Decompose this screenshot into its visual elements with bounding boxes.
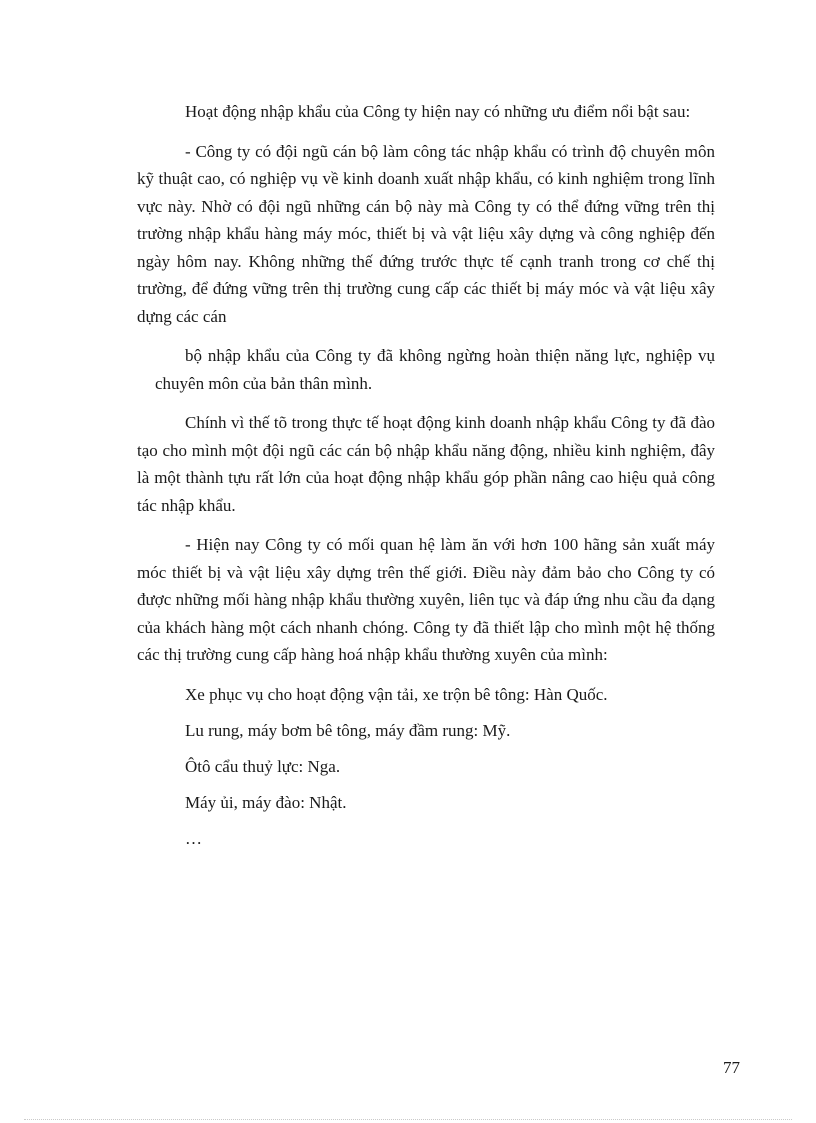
page-body xyxy=(137,98,715,861)
list-item: Ôtô cẩu thuỷ lực: Nga. xyxy=(185,756,341,776)
list-item: Máy ủi, máy đào: Nhật. xyxy=(185,792,347,812)
paragraph-staff-continued: bộ nhập khẩu của Công ty đã không ngừng hoàn thiện năng lực, nghiệp vụ chuyên môn của bản thân mình. xyxy=(155,346,715,393)
list-item: Xe phục vụ cho hoạt động vận tải, xe trộn bê tông: Hàn Quốc. xyxy=(185,684,608,704)
paragraph-intro: Hoạt động nhập khẩu của Công ty hiện nay có những ưu điểm nổi bật sau: xyxy=(185,102,691,121)
footer-divider xyxy=(24,1119,792,1120)
list-item-ellipsis: … xyxy=(185,828,202,848)
paragraph-training: Chính vì thế tõ trong thực tế hoạt động kinh doanh nhập khẩu Công ty đã đào tạo cho mình một đội ngũ các cán bộ nhập khẩu năng động, nhiều kinh nghiệm, đây là một thành tựu rất lớn của hoạt động nhập khẩu góp phần nâng cao hiệu quả công tác nhập khẩu. xyxy=(137,413,715,515)
page-number: 77 xyxy=(723,1058,740,1077)
list-item: Lu rung, máy bơm bê tông, máy đầm rung: Mỹ. xyxy=(185,720,511,740)
paragraph-partners: - Hiện nay Công ty có mối quan hệ làm ăn với hơn 100 hãng sản xuất máy móc thiết bị và vật liệu xây dựng trên thế giới. Điều này đảm bảo cho Công ty có được những mối hàng nhập khẩu thường xuyên, liên tục và đáp ứng nhu cầu đa dạng của khách hàng một cách nhanh chóng. Công ty đã thiết lập cho mình một hệ thống các thị trường cung cấp hàng hoá nhập khẩu thường xuyên của mình: xyxy=(137,535,715,664)
market-list xyxy=(137,681,715,852)
paragraph-staff-expertise: - Công ty có đội ngũ cán bộ làm công tác nhập khẩu có trình độ chuyên môn kỹ thuật cao, có nghiệp vụ về kinh doanh xuất nhập khẩu, có kinh nghiệm trong lĩnh vực này. Nhờ có đội ngũ những cán bộ này mà Công ty có thể đứng vững trên thị trường nhập khẩu hàng máy móc, thiết bị và vật liệu xây dựng và công nghiệp đến ngày hôm nay. Không những thế đứng trước thực tế cạnh tranh trong cơ chế thị trường, để đứng vững trên thị trường cung cấp các thiết bị máy móc và vật liệu xây dựng các cán xyxy=(137,141,715,326)
